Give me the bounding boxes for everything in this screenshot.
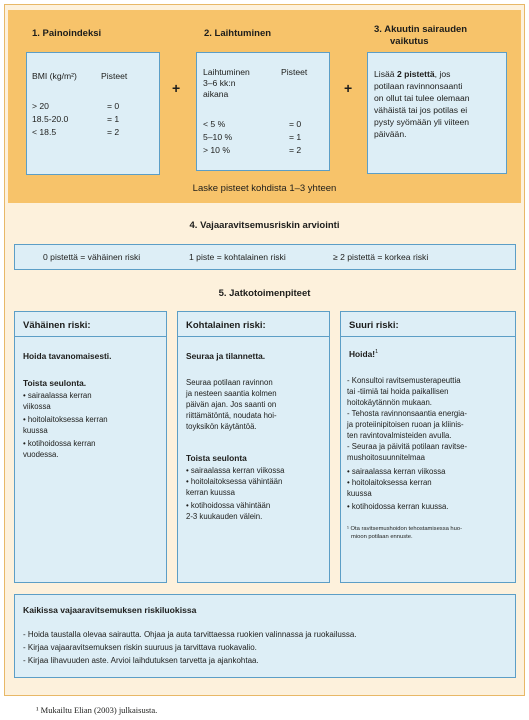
list-item: kerran kuussa — [186, 488, 235, 497]
acute-text: päivään. — [374, 129, 407, 139]
body-text: Seuraa potilaan ravinnon — [186, 378, 273, 387]
medium-risk-card — [177, 311, 330, 583]
card-subtitle: Seuraa ja tilannetta. — [186, 351, 266, 361]
section1-title: 1. Painoindeksi — [32, 28, 102, 39]
list-item: vuodessa. — [23, 450, 59, 459]
list-item: - Tehosta ravinnonsaantia energia- — [347, 409, 467, 418]
list-item: tai -tiimiä tai hoida paikallisen — [347, 387, 449, 396]
bmi-points: = 0 — [107, 101, 120, 111]
points-col-header: Pisteet — [101, 71, 128, 81]
list-item: • hoitolaitoksessa kerran — [347, 478, 432, 487]
body-text: toyksikön käytäntöä. — [186, 422, 257, 431]
acute-text: vähäistä tai jos potilas ei — [374, 105, 468, 115]
divider — [15, 336, 166, 337]
all-title: Kaikissa vajaaravitsemuksen riskiluokissa — [23, 605, 197, 615]
divider — [178, 336, 329, 337]
all-risk-classes-box — [14, 594, 516, 678]
acute-text: on ollut tai tulee olemaan — [374, 93, 470, 103]
list-item: • kotihoidossa kerran kuussa. — [347, 502, 449, 511]
body-text: päivän ajan. Jos saanti on — [186, 400, 277, 409]
list-item: 2-3 kuukauden välein. — [186, 512, 263, 521]
list-item: mushoitosuunnitelmaa — [347, 453, 426, 462]
list-item: kuussa — [23, 426, 48, 435]
section5-title: 5. Jatkotoimenpiteet — [218, 288, 311, 299]
divider — [341, 336, 515, 337]
period-label: aikana — [203, 89, 229, 99]
section4-title: 4. Vajaaravitsemusriskin arviointi — [189, 220, 340, 231]
card-subtitle: Hoida tavanomaisesti. — [23, 351, 112, 361]
plus-sign: + — [172, 80, 181, 96]
risk-level: 0 pistettä = vähäinen riski — [43, 252, 141, 262]
list-item: • sairaalassa kerran viikossa — [186, 466, 285, 475]
bmi-col-header: BMI (kg/m²) — [32, 71, 77, 81]
bmi-range: 18.5-20.0 — [32, 114, 69, 124]
all-line: - Kirjaa vajaaravitsemuksen riskin suuruus ja tarvittava ruokavalio. — [23, 643, 257, 652]
list-item: ten ravintovalmisteiden avulla. — [347, 431, 452, 440]
weightloss-box — [196, 52, 330, 171]
bmi-points: = 2 — [107, 127, 120, 137]
list-item: • kotihoidossa vähintään — [186, 501, 271, 510]
list-item: • hoitolaitoksessa kerran — [23, 415, 108, 424]
bmi-range: > 20 — [32, 101, 49, 111]
plus-sign: + — [344, 80, 353, 96]
period-label: 3–6 kk:n — [203, 78, 236, 88]
weightloss-range: > 10 % — [203, 145, 230, 155]
weightloss-range: 5–10 % — [203, 132, 233, 142]
body-text: ja nesteen saantia kolmen — [186, 389, 277, 398]
footnote-note: ¹ Ota ravitsemushoidon tehostamisessa huo- — [347, 526, 463, 532]
card-title: Suuri riski: — [349, 320, 399, 331]
list-item: viikossa — [23, 402, 51, 411]
points-col-header: Pisteet — [281, 67, 308, 77]
weightloss-range: < 5 % — [203, 119, 226, 129]
risk-level: ≥ 2 pistettä = korkea riski — [333, 252, 429, 262]
list-item: • sairaalassa kerran — [23, 391, 92, 400]
list-item: kuussa — [347, 489, 372, 498]
list-item: • kotihoidossa kerran — [23, 439, 96, 448]
card-title: Kohtalainen riski: — [186, 320, 266, 331]
list-item: ja proteiinipitoisen ruoan ja kliinis- — [347, 420, 464, 429]
weightloss-points: = 0 — [289, 119, 302, 129]
source-footnote: ¹ Mukailtu Elian (2003) julkaisusta. — [36, 705, 158, 715]
all-line: - Hoida taustalla olevaa sairautta. Ohjaa ja auta tarvittaessa ruokien valinnassa ja ruokailussa. — [23, 630, 357, 639]
card-title: Vähäinen riski: — [23, 320, 91, 331]
section3-title: vaikutus — [390, 36, 429, 47]
card-subtitle: Toista seulonta. — [23, 378, 87, 388]
list-item: • hoitolaitoksessa vähintään — [186, 477, 283, 486]
acute-text: pysty syömään yli viiteen — [374, 117, 470, 127]
all-line: - Kirjaa lihavuuden aste. Arvioi laihdutuksen tarvetta ja ajankohtaa. — [23, 656, 259, 665]
low-risk-card — [14, 311, 167, 583]
list-item: - Seuraa ja päivitä potilaan ravitse- — [347, 442, 468, 451]
weightloss-points: = 2 — [289, 145, 302, 155]
weightloss-points: = 1 — [289, 132, 302, 142]
body-text: riittämätöntä, noudata hoi- — [186, 411, 277, 420]
card-subtitle: Toista seulonta — [186, 453, 247, 463]
high-risk-card — [340, 311, 516, 583]
card-subtitle: Hoida!$^1$ — [349, 349, 379, 359]
acute-disease-box — [367, 52, 507, 174]
list-item: - Konsultoi ravitsemusterapeuttia — [347, 376, 461, 385]
footnote-note: mioon potilaan ennuste. — [351, 534, 413, 540]
bmi-points: = 1 — [107, 114, 120, 124]
section3-title: 3. Akuutin sairauden — [374, 24, 468, 35]
risk-level: 1 piste = kohtalainen riski — [189, 252, 286, 262]
weightloss-col-header: Laihtuminen — [203, 67, 250, 77]
list-item: • sairaalassa kerran viikossa — [347, 467, 446, 476]
acute-text: Lisää 2 pistettä, jos — [374, 69, 451, 79]
bmi-box — [26, 52, 160, 175]
risk-assessment-box — [14, 244, 516, 270]
acute-text: potilaan ravinnonsaanti — [374, 81, 463, 91]
section2-title: 2. Laihtuminen — [204, 28, 272, 39]
bmi-range: < 18.5 — [32, 127, 57, 137]
list-item: hoitokäytännön mukaan. — [347, 398, 432, 407]
sum-instruction: Laske pisteet kohdista 1–3 yhteen — [192, 183, 337, 194]
